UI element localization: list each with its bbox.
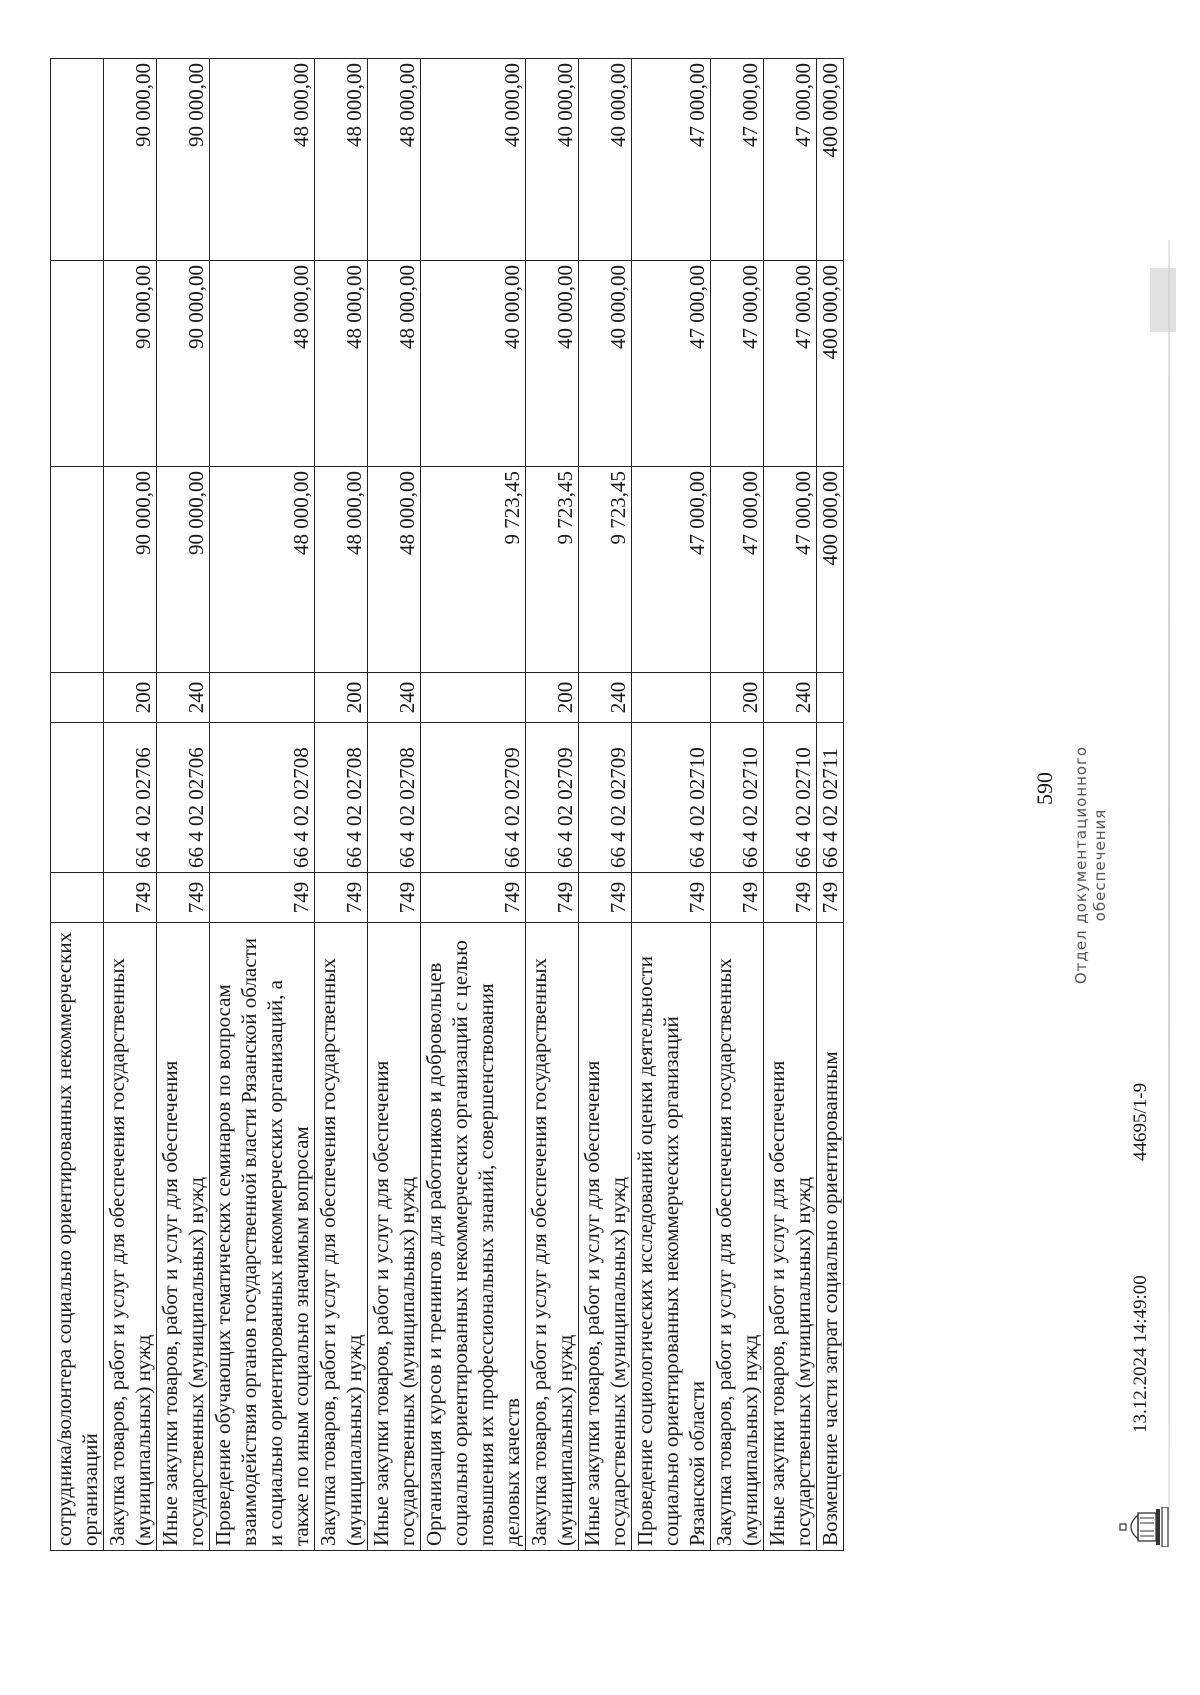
footer-date: 13.12.2024 14:49:00 bbox=[1130, 1275, 1151, 1433]
row-amount-3: 47 000,00 bbox=[632, 59, 711, 261]
row-amount-2: 47 000,00 bbox=[764, 261, 817, 467]
budget-table bbox=[50, 58, 844, 1551]
table-row bbox=[764, 59, 817, 1551]
row-amount-2: 47 000,00 bbox=[711, 261, 764, 467]
row-vr-code: 240 bbox=[579, 673, 632, 723]
row-name: Иные закупки товаров, работ и услуг для обеспечения государственных (муниципальных) нужд bbox=[764, 923, 817, 1551]
row-name: Закупка товаров, работ и услуг для обеспечения государственных (муниципальных) нужд bbox=[711, 923, 764, 1551]
page-number: 590 bbox=[1032, 772, 1057, 805]
row-csr-code: 66 4 02 02708 bbox=[315, 723, 368, 873]
table-row bbox=[632, 59, 711, 1551]
row-amount-2: 40 000,00 bbox=[526, 261, 579, 467]
row-ved-code: 749 bbox=[526, 873, 579, 923]
row-name: Возмещение части затрат социально ориентированным bbox=[817, 923, 844, 1551]
row-amount-2: 47 000,00 bbox=[632, 261, 711, 467]
row-amount-3: 90 000,00 bbox=[104, 59, 157, 261]
row-name: сотрудника/волонтера социально ориентированных некоммерческих организаций bbox=[51, 923, 104, 1551]
row-csr-code: 66 4 02 02710 bbox=[711, 723, 764, 873]
row-amount-3: 40 000,00 bbox=[421, 59, 526, 261]
table-row bbox=[579, 59, 632, 1551]
table-row bbox=[421, 59, 526, 1551]
row-ved-code: 749 bbox=[764, 873, 817, 923]
row-amount-3: 90 000,00 bbox=[157, 59, 210, 261]
row-vr-code: 200 bbox=[526, 673, 579, 723]
row-vr-code: 240 bbox=[764, 673, 817, 723]
row-amount-2: 48 000,00 bbox=[368, 261, 421, 467]
row-vr-code bbox=[51, 673, 104, 723]
row-ved-code: 749 bbox=[104, 873, 157, 923]
row-amount-3: 40 000,00 bbox=[579, 59, 632, 261]
row-amount-2: 40 000,00 bbox=[421, 261, 526, 467]
row-amount-1: 90 000,00 bbox=[157, 467, 210, 673]
row-vr-code: 240 bbox=[368, 673, 421, 723]
row-vr-code: 200 bbox=[711, 673, 764, 723]
row-amount-3: 48 000,00 bbox=[210, 59, 315, 261]
row-amount-1: 48 000,00 bbox=[315, 467, 368, 673]
stamp-line-2: обеспечения bbox=[1091, 808, 1109, 922]
row-amount-2: 48 000,00 bbox=[210, 261, 315, 467]
row-amount-1: 9 723,45 bbox=[579, 467, 632, 673]
row-ved-code: 749 bbox=[157, 873, 210, 923]
row-amount-3: 47 000,00 bbox=[711, 59, 764, 261]
row-vr-code: 200 bbox=[104, 673, 157, 723]
row-amount-2: 90 000,00 bbox=[104, 261, 157, 467]
row-csr-code: 66 4 02 02710 bbox=[764, 723, 817, 873]
row-name: Закупка товаров, работ и услуг для обеспечения государственных (муниципальных) нужд bbox=[104, 923, 157, 1551]
table-row bbox=[104, 59, 157, 1551]
row-name: Иные закупки товаров, работ и услуг для обеспечения государственных (муниципальных) нужд bbox=[157, 923, 210, 1551]
row-ved-code: 749 bbox=[368, 873, 421, 923]
building-icon bbox=[1118, 1507, 1170, 1547]
row-name: Иные закупки товаров, работ и услуг для обеспечения государственных (муниципальных) нужд bbox=[579, 923, 632, 1551]
row-csr-code bbox=[51, 723, 104, 873]
table-row bbox=[368, 59, 421, 1551]
row-ved-code bbox=[51, 873, 104, 923]
row-csr-code: 66 4 02 02708 bbox=[368, 723, 421, 873]
row-csr-code: 66 4 02 02711 bbox=[817, 723, 844, 873]
row-amount-2: 400 000,00 bbox=[817, 261, 844, 467]
table-row bbox=[210, 59, 315, 1551]
row-amount-2: 90 000,00 bbox=[157, 261, 210, 467]
table-row bbox=[526, 59, 579, 1551]
row-amount-1 bbox=[51, 467, 104, 673]
row-amount-3: 47 000,00 bbox=[764, 59, 817, 261]
table-row bbox=[817, 59, 844, 1551]
row-name: Иные закупки товаров, работ и услуг для обеспечения государственных (муниципальных) нужд bbox=[368, 923, 421, 1551]
row-name: Закупка товаров, работ и услуг для обеспечения государственных (муниципальных) нужд bbox=[526, 923, 579, 1551]
row-amount-3: 400 000,00 bbox=[817, 59, 844, 261]
row-name: Организация курсов и тренингов для работников и добровольцев социально ориентированных некоммерческих организаций с целью повышения их профессиональных знаний, совершенствования деловых качеств bbox=[421, 923, 526, 1551]
row-vr-code bbox=[817, 673, 844, 723]
row-csr-code: 66 4 02 02709 bbox=[526, 723, 579, 873]
row-vr-code: 200 bbox=[315, 673, 368, 723]
row-vr-code: 240 bbox=[157, 673, 210, 723]
row-csr-code: 66 4 02 02709 bbox=[421, 723, 526, 873]
row-csr-code: 66 4 02 02709 bbox=[579, 723, 632, 873]
row-name: Проведение социологических исследований оценки деятельности социально ориентированных некоммерческих организаций Рязанской области bbox=[632, 923, 711, 1551]
row-csr-code: 66 4 02 02708 bbox=[210, 723, 315, 873]
row-csr-code: 66 4 02 02706 bbox=[104, 723, 157, 873]
table-row bbox=[315, 59, 368, 1551]
row-ved-code: 749 bbox=[579, 873, 632, 923]
row-amount-1: 400 000,00 bbox=[817, 467, 844, 673]
row-amount-1: 47 000,00 bbox=[764, 467, 817, 673]
row-amount-1: 47 000,00 bbox=[711, 467, 764, 673]
footer-doc-number: 44695/1-9 bbox=[1130, 1082, 1151, 1161]
row-amount-1: 48 000,00 bbox=[210, 467, 315, 673]
row-ved-code: 749 bbox=[421, 873, 526, 923]
row-vr-code bbox=[421, 673, 526, 723]
row-vr-code bbox=[210, 673, 315, 723]
row-amount-2: 40 000,00 bbox=[579, 261, 632, 467]
row-amount-1: 47 000,00 bbox=[632, 467, 711, 673]
row-ved-code: 749 bbox=[632, 873, 711, 923]
row-amount-3 bbox=[51, 59, 104, 261]
row-amount-1: 9 723,45 bbox=[526, 467, 579, 673]
department-stamp bbox=[1072, 735, 1110, 995]
row-amount-3: 40 000,00 bbox=[526, 59, 579, 261]
row-amount-2 bbox=[51, 261, 104, 467]
row-csr-code: 66 4 02 02706 bbox=[157, 723, 210, 873]
row-amount-3: 48 000,00 bbox=[368, 59, 421, 261]
row-amount-2: 48 000,00 bbox=[315, 261, 368, 467]
row-amount-1: 48 000,00 bbox=[368, 467, 421, 673]
row-ved-code: 749 bbox=[711, 873, 764, 923]
stamp-line-1: Отдел документационного bbox=[1072, 745, 1090, 985]
row-amount-3: 48 000,00 bbox=[315, 59, 368, 261]
row-ved-code: 749 bbox=[315, 873, 368, 923]
row-csr-code: 66 4 02 02710 bbox=[632, 723, 711, 873]
table-row bbox=[711, 59, 764, 1551]
row-amount-1: 9 723,45 bbox=[421, 467, 526, 673]
row-ved-code: 749 bbox=[817, 873, 844, 923]
table-row bbox=[157, 59, 210, 1551]
row-ved-code: 749 bbox=[210, 873, 315, 923]
row-amount-1: 90 000,00 bbox=[104, 467, 157, 673]
row-name: Закупка товаров, работ и услуг для обеспечения государственных (муниципальных) нужд bbox=[315, 923, 368, 1551]
table-row bbox=[51, 59, 104, 1551]
row-vr-code bbox=[632, 673, 711, 723]
row-name: Проведение обучающих тематических семинаров по вопросам взаимодействия органов государственной власти Рязанской области и социально ориентированных некоммерческих организаций, а также по иным социально значимым вопросам bbox=[210, 923, 315, 1551]
